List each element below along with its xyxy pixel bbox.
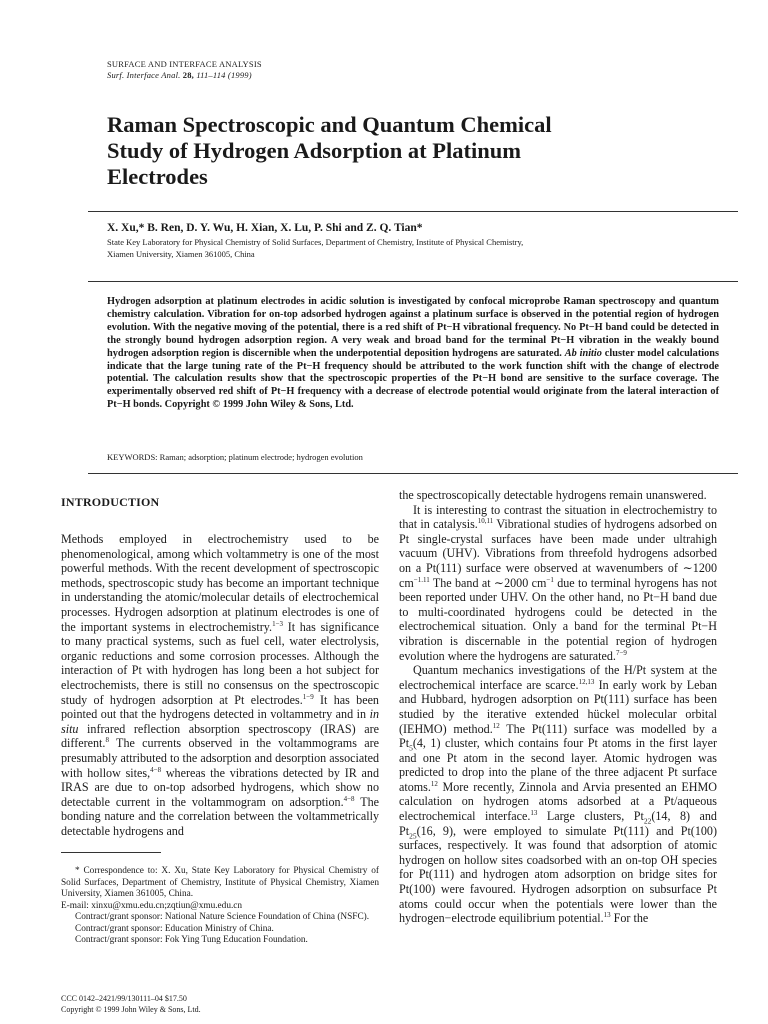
author-list: X. Xu,* B. Ren, D. Y. Wu, H. Xian, X. Lu, P. Shi and Z. Q. Tian* (107, 222, 423, 234)
journal-header (107, 59, 262, 81)
title-rule (88, 211, 738, 212)
footnote-correspondence: * Correspondence to: X. Xu, State Key Laboratory for Physical Chemistry of Solid Surfaces, Department of Chemistry, Institute of Physical Chemistry, Xiamen University, Xiamen 361005, China. (61, 866, 379, 899)
abstract-text: Hydrogen adsorption at platinum electrodes in acidic solution is investigated by confocal microprobe Raman spectroscopy and quantum chemistry calculation. Vibration for on-top adsorbed hydrogen against a platinum surface is observed in the potential region of hydrogen evolution. With the negative moving of the potential, there is a red shift of Pt−H vibrational frequency. No Pt−H band could be detected in the strongly bound hydrogen adsorption region. A very weak and broad band for the terminal Pt−H vibration in the weakly bound hydrogen adsorption region is discernible when the underpotential deposition hydrogens are saturated. (107, 296, 719, 359)
body-paragraph: the spectroscopically detectable hydrogens remain unanswered. (399, 488, 707, 502)
reference-mark: 10,11 (477, 517, 494, 526)
body-paragraph: Quantum mechanics investigations of the H/Pt system at the electrochemical interface are scarce.$^{12,13}$ In early work by Leban and Hubbard, hydrogen adsorption on Pt(111) surface has been studied by the iterative extended hückel molecular orbital (IEHMO) method.$^{12}$ The Pt(111) surface was modelled by a $Pt_5(4$, 1) cluster, which contains four Pt atoms in the first layer and one Pt atom in the second layer. Atomic hydrogen was predicted to drop into the plane of the three adjacent Pt surface atoms.$^{12}$ More recently, Zinnola and Arvia presented an EHMO calculation on hydrogen atoms adsorbed at a Pt/aqueous electrochemical interface.$^{13}$ Large clusters, $Pt_{22}(14$, 8) and $Pt_{25}(16$, 9), were employed to simulate Pt(111) and Pt(100) surfaces, respectively. It was found that adsorption of atomic hydrogen on hollow sites coadsorbed with an on-top OH species for Pt(111) and hydrogen atom adsorption on bridge sites for Pt(100) were favoured. Hydrogen adsorption on subsurface Pt atoms could occur when the potentials were lower than the hydrogen−electrode equilibrium potential.$^{13}$ For the (399, 663, 717, 926)
reference-mark: 1−9 (302, 692, 314, 701)
reference-mark: 12,13 (578, 677, 595, 686)
title-line: Electrodes (107, 164, 208, 189)
affiliation-line: Xiamen University, Xiamen 361005, China (107, 248, 255, 259)
reference-mark: 7−9 (615, 648, 627, 657)
title-line: Raman Spectroscopic and Quantum Chemical (107, 112, 552, 137)
abstract-bottom-rule (88, 473, 738, 474)
abstract-italic: Ab initio (564, 347, 602, 359)
reference-mark: 12 (492, 721, 500, 730)
reference-mark: 4−8 (150, 765, 162, 774)
journal-abbrev: Surf. Interface Anal. (107, 70, 181, 80)
reference-mark: 4−8 (343, 794, 355, 803)
journal-pages-year: 111–114 (1999) (196, 70, 252, 80)
reference-mark: 1−3 (272, 619, 284, 628)
section-heading-introduction: INTRODUCTION (61, 495, 160, 509)
right-column-body (399, 488, 717, 926)
keywords: KEYWORDS: Raman; adsorption; platinum electrode; hydrogen evolution (107, 452, 363, 462)
footnote-grant: Contract/grant sponsor: Education Ministry of China. (75, 923, 274, 934)
abstract-text: cluster model calculations indicate that the large tuning rate of the Pt−H frequency should be attributed to the work function shift with the change of electrode potential. The calculation results show that the spectroscopic properties of the Pt−H bond are sensitive to the surface coverage. The experimentally observed red shift of Pt−H frequency with a decrease of electrode potential would originate from the lateral interaction of Pt−H bonds. Copyright © 1999 John Wiley & Sons, Ltd. (107, 347, 719, 411)
page-footer (61, 994, 201, 1015)
abstract (107, 296, 719, 412)
footnotes (61, 866, 379, 947)
journal-citation (107, 70, 262, 81)
abstract-top-rule (88, 281, 738, 282)
paper-title (107, 112, 667, 190)
ccc-code: CCC 0142–2421/99/130111–04 $17.50 (61, 994, 187, 1003)
title-line: Study of Hydrogen Adsorption at Platinum (107, 138, 522, 163)
footnote-grant: Contract/grant sponsor: National Nature Science Foundation of China (NSFC). (75, 912, 370, 922)
affiliation-line: State Key Laboratory for Physical Chemistry of Solid Surfaces, Department of Chemistry, Institute of Physical Chemistry, (107, 237, 524, 247)
journal-name: SURFACE AND INTERFACE ANALYSIS (107, 59, 262, 69)
left-column-body (61, 532, 379, 838)
affiliation (107, 237, 707, 260)
footnote-email: E-mail: xinxu@xmu.edu.cn;zqtiun@xmu.edu.cn (61, 900, 243, 911)
copyright-line: Copyright © 1999 John Wiley & Sons, Ltd. (61, 1004, 201, 1014)
reference-mark: 13 (603, 911, 611, 920)
reference-mark: .11 (421, 575, 430, 584)
body-paragraph: Methods employed in electrochemistry used to be phenomenological, among which voltammetry is one of the most powerful methods. With the recent development of spectroscopic methods, spectroscopic study has become an important technique in understanding the atomic/molecular details of electrochemical processes. Hydrogen adsorption at platinum electrodes is one of the important systems in electrochemistry.$^{1-3}$ It has significance to many practical systems, such as fuel cell, water electrolysis, organic reductions and some corrosion processes. Although the interaction of Pt with hydrogen has long been a hot subject for electrochemists, there is still no consensus on the spectroscopic study of hydrogen adsorption at Pt electrodes.$^{1-9}$ It has been pointed out that the hydrogens detected in voltammetry and in in situ infrared reflection absorption spectroscopy (IRAS) are different.$^8$ The currents observed in the voltammograms are presumably attributed to the adsorption and desorption associated with hollow sites,$^{4-8}$ whereas the vibrations detected by IR and IRAS are due to on-top adsorbed hydrogens, which show no detectable current in the voltammogram on adsorption.$^{4-8}$ The bonding nature and the correlation between the voltammetrically detectable hydrogens and (61, 532, 379, 838)
footnote-rule (61, 852, 161, 853)
reference-mark: 8 (105, 736, 109, 745)
reference-mark: 13 (530, 809, 538, 818)
journal-volume: 28, (182, 70, 195, 80)
footnote-grant: Contract/grant sponsor: Fok Ying Tung Education Foundation. (75, 935, 308, 945)
body-paragraph: It is interesting to contrast the situation in electrochemistry to that in catalysis.$^{10,11}$ Vibrational studies of hydrogens adsorbed on Pt single-crystal surfaces have been made under ultrahigh vacuum (UHV). Vibrations from threefold hydrogens adsorbed on a Pt(111) surface were observed at wavenumbers of ∼1200 $cm^{-1.11}$ The band at ∼2000 $cm^{-1}$ due to terminal hyrogens has not been reported under UHV. On the other hand, no Pt−H band due to multi-coordinated hydrogens could be detected in the electrochemical situation. Only a band for the terminal Pt−H vibration is discernable in the potential region of hydrogen evolution where the hydrogens are saturated.$^{7-9}$ (399, 502, 717, 663)
reference-mark: 12 (430, 779, 438, 788)
